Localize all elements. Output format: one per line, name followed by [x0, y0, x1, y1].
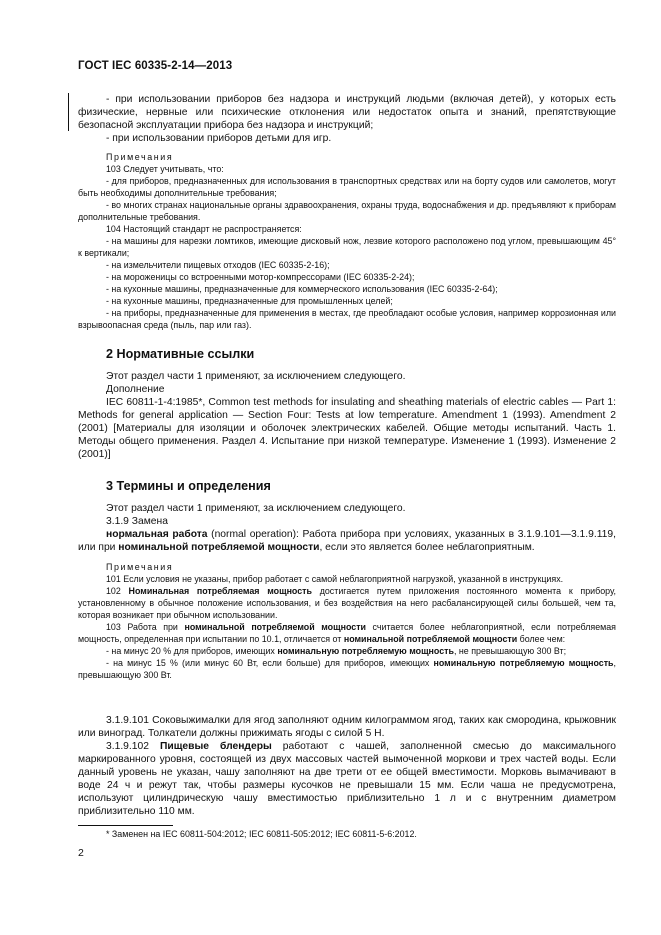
paragraph: 3.1.9 Замена	[106, 516, 168, 527]
paragraph: Дополнение	[106, 384, 165, 395]
note-item: - на измельчители пищевых отходов (IEC 60335-2-16);	[106, 260, 330, 270]
clause-text: работают с чашей, заполненной смесью до максимального маркированного уровня, состоящей из двух массовых частей вымоченной моркови и трех частей воды. Если данный уровень не указан, чашу заполняют на две трети от ее общей вместимости. Морковь вымачивают в воде 24 ч и режут так, чтобы размеры кусочков не превышали 15 мм. Если чаша не предусмотрена, используют цилиндрическую чашу вместимостью приблизительно 1 л и с внутренним диаметром приблизительно 110 мм.	[78, 741, 616, 817]
reference-paragraph: IEC 60811-1-4:1985*, Common test methods for insulating and sheathing materials of electric cables — Part 1: Methods for general application — Section Four: Tests at low temperature. Amendment 1 (1993). Amendment 2 (2001) [Материалы для изоляции и оболочек электрических кабелей. Общие методы испытаний. Часть 1. Методы общего применения. Раздел 4. Испытание при низкой температуре. Изменение 1 (1993). Изменение 2 (2001)]	[78, 397, 616, 460]
note-item: - во многих странах национальные органы здравоохранения, охраны труда, водоснабжения и др. предъявляют к приборам дополнительные требования.	[78, 200, 616, 222]
definition-text: , если это является более неблагоприятным.	[319, 542, 535, 553]
note-item	[78, 645, 616, 657]
page-number: 2	[78, 847, 84, 859]
note-text: считается более неблагоприятной, если потребляемая мощность, определенная при испытании по 10.1, отличается от	[78, 622, 616, 644]
note-number: 102	[106, 586, 129, 596]
clauses-block	[78, 714, 616, 818]
intro-paragraph: - при использовании приборов без надзора и инструкций людьми (включая детей), у которых есть физические, нервные или психические отклонения или недостаток опыта и знаний, препятствующие безопасной эксплуатации прибора без надзора и инструкций;	[78, 94, 616, 131]
note-item: - для приборов, предназначенных для использования в транспортных средствах или на борту судов или самолетов, могут быть необходимы дополнительные требования;	[78, 176, 616, 198]
section-heading: 3 Термины и определения	[106, 479, 271, 493]
note-item: 101 Если условия не указаны, прибор работает с самой неблагоприятной нагрузкой, указанной в инструкциях.	[106, 574, 564, 584]
note-item	[78, 585, 616, 621]
note-item: - на кухонные машины, предназначенные для промышленных целей;	[106, 296, 393, 306]
paragraph: Этот раздел части 1 применяют, за исключением следующего.	[106, 503, 406, 514]
defined-term: Пищевые блендеры	[159, 741, 272, 752]
notes-heading: Примечания	[106, 152, 174, 162]
document-header: ГОСТ IEC 60335-2-14—2013	[78, 60, 233, 72]
change-bar	[68, 93, 69, 131]
paragraph: Этот раздел части 1 применяют, за исключением следующего.	[106, 371, 406, 382]
defined-term: номинальную потребляемую мощность	[277, 646, 454, 656]
note-item: - на приборы, предназначенные для применения в местах, где преобладают особые условия, например коррозионная или взрывоопасная среда (пыль, пар или газ).	[78, 308, 616, 330]
definition-text: (normal operation): Работа прибора при условиях, указанных в 3.1.9.101—3.1.9.119, или при	[78, 529, 616, 553]
note-item: 104 Настоящий стандарт не распространяется:	[106, 224, 302, 234]
note-text: более чем:	[517, 634, 566, 644]
defined-term: номинальной потребляемой мощности	[184, 622, 366, 632]
clause-paragraph: 3.1.9.101 Соковыжималки для ягод заполняют одним килограммом ягод, таких как смородина, крыжовник или виноград. Толкатели должны прижимать ягоды с силой 5 Н.	[78, 715, 616, 739]
footnote-separator	[78, 825, 173, 826]
note-text: , не превышающую 300 Вт;	[453, 646, 567, 656]
notes-block	[78, 561, 616, 681]
clause-number: 3.1.9.102	[106, 741, 160, 752]
note-text: - на минус 15 % (или минус 60 Вт, если больше) для приборов, имеющих	[106, 658, 434, 668]
note-item: - на кухонные машины, предназначенные для коммерческого использования (IEC 60335-2-64);	[106, 284, 498, 294]
note-item	[78, 657, 616, 681]
section-2-body	[78, 370, 616, 461]
intro-paragraph: - при использовании приборов детьми для игр.	[106, 133, 332, 144]
note-item: - на машины для нарезки ломтиков, имеющие дисковый нож, лезвие которого расположено под углом, превышающим 45° к вертикали;	[78, 236, 616, 258]
section-3-body	[78, 502, 616, 554]
defined-term: нормальная работа	[106, 529, 208, 540]
note-item	[78, 621, 616, 645]
defined-term: номинальную потребляемую мощность	[433, 658, 614, 668]
note-text: , превышающую 300 Вт.	[78, 658, 616, 680]
section-heading: 2 Нормативные ссылки	[106, 347, 255, 361]
intro-block	[78, 93, 616, 145]
note-text: - на минус 20 % для приборов, имеющих	[106, 646, 278, 656]
defined-term: номинальной потребляемой мощности	[118, 542, 320, 553]
notes-block	[78, 151, 616, 331]
defined-term: номинальной потребляемой мощности	[343, 634, 518, 644]
definition-paragraph	[78, 528, 616, 554]
defined-term: Номинальная потребляемая мощность	[128, 586, 312, 596]
note-text: достигается путем приложения постоянного момента к прибору, установленному в обычное положение использования, и без воздействия на него расбалансирующей силы большей, чем та, которая возникает при обычном использовании.	[78, 586, 616, 620]
note-text: 103 Работа при	[106, 622, 185, 632]
clause-paragraph	[78, 740, 616, 818]
note-item: 103 Следует учитывать, что:	[106, 164, 224, 174]
note-item: - на мороженицы со встроенными мотор-компрессорами (IEC 60335-2-24);	[106, 272, 415, 282]
notes-heading: Примечания	[106, 562, 174, 572]
footnote: * Заменен на IEC 60811-504:2012; IEC 60811-505:2012; IEC 60811-5-6:2012.	[106, 829, 417, 839]
